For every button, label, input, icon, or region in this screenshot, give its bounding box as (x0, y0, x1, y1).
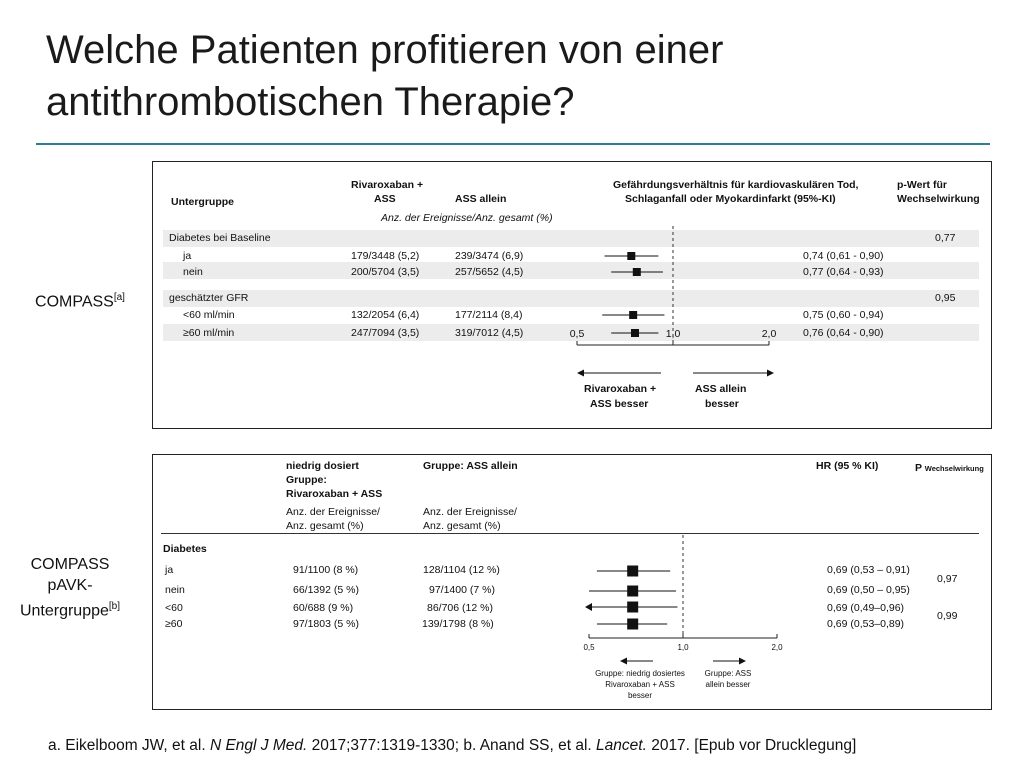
riva-events: 97/1803 (5 %) (293, 618, 359, 630)
header-events-riva-1: Anz. der Ereignisse/ (286, 506, 380, 518)
hazard-ratio-point (627, 252, 635, 260)
header-events-ass-1: Anz. der Ereignisse/ (423, 506, 517, 518)
hr-value: 0,77 (0,64 - 0,93) (803, 266, 884, 278)
favors-ass-2: besser (705, 398, 739, 410)
hr-value: 0,69 (0,50 – 0,95) (827, 584, 910, 596)
header-p-letter: P (915, 462, 922, 474)
row-label: <60 (165, 602, 183, 614)
favors-riva-2: ASS besser (590, 398, 649, 410)
riva-events: 247/7094 (3,5) (351, 327, 420, 339)
title-divider (36, 143, 990, 145)
p-value-diabetes: 0,77 (935, 232, 956, 244)
header-hr-1: Gefährdungsverhältnis für kardiovaskulären Tod, (613, 179, 859, 191)
header-subgroup: Untergruppe (171, 196, 234, 208)
header-p-2: Wechselwirkung (897, 193, 980, 205)
header-hr-2: Schlaganfall oder Myokardinfarkt (95%-KI) (625, 193, 836, 205)
ass-events: 128/1104 (12 %) (423, 564, 500, 576)
header-riva-1: niedrig dosiert (286, 460, 359, 472)
header-rivaroxaban-1: Rivaroxaban + (351, 179, 424, 191)
slide-title-line-2: antithrombotischen Therapie? (46, 80, 575, 124)
group-label-diabetes: Diabetes (163, 543, 207, 555)
compass-pavk-label-3: Untergruppe (19, 602, 109, 620)
ref-a-b-details: 2017;377:1319-1330; b. Anand SS, et al. (307, 737, 597, 754)
p-value-gfr: 0,99 (937, 610, 958, 622)
x-axis-tick-label: 0,5 (583, 643, 595, 652)
header-hr: HR (95 % KI) (816, 460, 879, 472)
ass-events: 97/1400 (7 %) (429, 584, 495, 596)
favors-riva-1: Rivaroxaban + (584, 383, 657, 395)
ass-events: 86/706 (12 %) (427, 602, 493, 614)
row-label: <60 ml/min (183, 309, 235, 321)
hazard-ratio-point (631, 329, 639, 337)
row-label: ≥60 (165, 618, 183, 630)
p-value-diabetes: 0,97 (937, 573, 958, 585)
compass-label-text: COMPASS (35, 293, 114, 311)
ref-b-journal: Lancet. (596, 737, 647, 754)
header-events-ass-2: Anz. gesamt (%) (423, 520, 501, 532)
ass-events: 177/2114 (8,4) (455, 309, 523, 321)
ci-arrow (585, 603, 592, 611)
header-rivaroxaban-2: ASS (374, 193, 396, 205)
row-label: ja (183, 250, 192, 262)
footer-references (48, 737, 856, 755)
x-axis-tick-label: 2,0 (771, 643, 783, 652)
header-riva-3: Rivaroxaban + ASS (286, 488, 383, 500)
riva-events: 60/688 (9 %) (293, 602, 354, 614)
header-ass: ASS allein (455, 193, 507, 205)
ref-a-journal: N Engl J Med. (209, 737, 308, 754)
header-events-riva-2: Anz. gesamt (%) (286, 520, 364, 532)
row-label: ja (165, 564, 174, 576)
compass-forest-plot-panel (152, 161, 992, 429)
hr-value: 0,69 (0,53–0,89) (827, 618, 905, 630)
favors-riva-3: besser (627, 691, 652, 700)
hr-value: 0,76 (0,64 - 0,90) (803, 327, 884, 339)
hr-value: 0,69 (0,49–0,96) (827, 602, 905, 614)
ref-a-authors: a. Eikelboom JW, et al. (48, 737, 210, 754)
hazard-ratio-point (633, 268, 641, 276)
x-axis-tick-label: 0,5 (569, 328, 585, 340)
favors-riva-2: Rivaroxaban + ASS (605, 680, 675, 689)
riva-events: 200/5704 (3,5) (351, 266, 420, 278)
group-label-gfr: geschätzter GFR (169, 292, 249, 304)
favors-left-arrowhead (577, 370, 584, 377)
riva-events: 91/1100 (8 %) (293, 564, 359, 576)
hazard-ratio-point (629, 311, 637, 319)
favors-left-arrowhead (620, 658, 627, 665)
ass-events: 319/7012 (4,5) (455, 327, 524, 339)
slide-title-line-1: Welche Patienten profitieren von einer (46, 28, 724, 72)
hazard-ratio-point (627, 586, 638, 597)
ref-b-details: 2017. [Epub vor Drucklegung] (646, 737, 857, 754)
header-p-1: p-Wert für (897, 179, 947, 191)
row-label: ≥60 ml/min (183, 327, 235, 339)
compass-pavk-forest-plot-panel (152, 454, 992, 710)
x-axis-tick-label: 2,0 (761, 328, 777, 340)
favors-ass-1: ASS allein (695, 383, 747, 395)
hazard-ratio-point (627, 566, 638, 577)
compass-pavk-ref: [b] (108, 601, 121, 612)
compass-label (14, 287, 146, 312)
hr-value: 0,74 (0,61 - 0,90) (803, 250, 884, 262)
riva-events: 66/1392 (5 %) (293, 584, 359, 596)
hr-value: 0,69 (0,53 – 0,91) (827, 564, 910, 576)
favors-ass-2: allein besser (705, 680, 751, 689)
favors-riva-1: Gruppe: niedrig dosiertes (595, 669, 685, 678)
row-label: nein (165, 584, 185, 596)
compass-pavk-label-1: COMPASS (30, 556, 110, 573)
header-p-sub: Wechselwirkung (924, 464, 984, 473)
ass-events: 139/1798 (8 %) (422, 618, 494, 630)
favors-right-arrowhead (767, 370, 774, 377)
riva-events: 132/2054 (6,4) (351, 309, 420, 321)
x-axis-tick-label: 1,0 (665, 328, 681, 340)
x-axis-tick-label: 1,0 (677, 643, 689, 652)
compass-pavk-label-2: pAVK- (47, 577, 93, 594)
favors-right-arrowhead (739, 658, 746, 665)
p-value-gfr: 0,95 (935, 292, 956, 304)
hr-value: 0,75 (0,60 - 0,94) (803, 309, 884, 321)
header-riva-2: Gruppe: (286, 474, 327, 486)
riva-events: 179/3448 (5,2) (351, 250, 420, 262)
row-label: nein (183, 266, 203, 278)
compass-ref: [a] (113, 292, 125, 303)
hazard-ratio-point (627, 602, 638, 613)
ass-events: 239/3474 (6,9) (455, 250, 524, 262)
slide-title (46, 24, 946, 128)
hazard-ratio-point (627, 619, 638, 630)
header-events-note: Anz. der Ereignisse/Anz. gesamt (%) (381, 212, 553, 224)
ass-events: 257/5652 (4,5) (455, 266, 524, 278)
compass-pavk-label (4, 554, 136, 621)
forest-plot-1 (153, 162, 991, 428)
favors-ass-1: Gruppe: ASS (704, 669, 752, 678)
header-ass: Gruppe: ASS allein (423, 460, 518, 472)
forest-plot-2 (153, 455, 991, 709)
group-label-diabetes: Diabetes bei Baseline (169, 232, 271, 244)
